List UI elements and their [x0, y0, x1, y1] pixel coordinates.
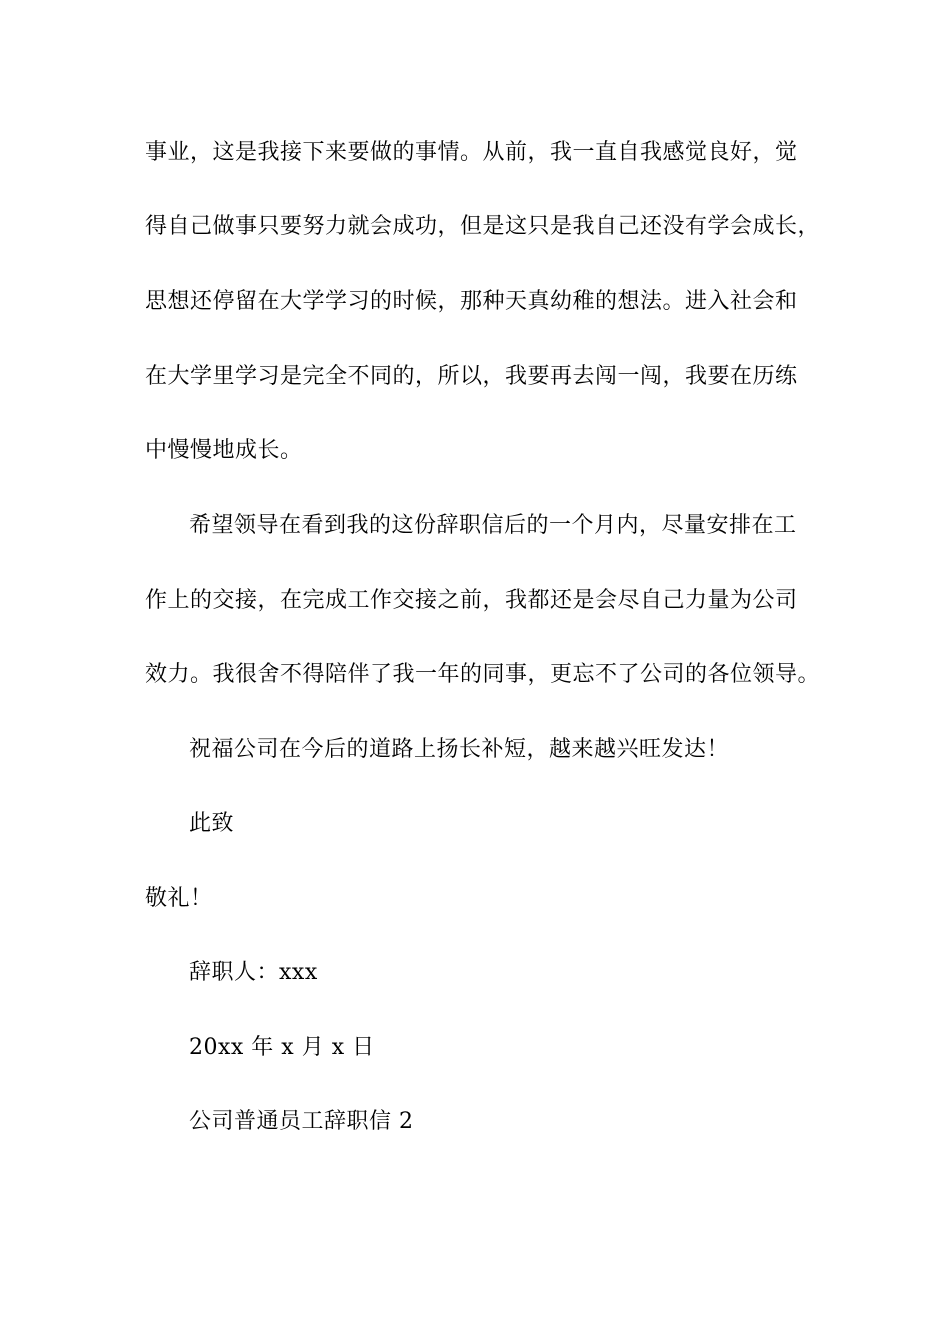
paragraph-line: 作上的交接，在完成工作交接之前，我都还是会尽自己力量为公司 [145, 588, 798, 613]
section-heading: 公司普通员工辞职信 2 [189, 1109, 414, 1134]
date-line: 20xx 年 x 月 x 日 [189, 1035, 375, 1060]
blessing-line: 祝福公司在今后的道路上扬长补短，越来越兴旺发达！ [189, 737, 730, 762]
paragraph-line: 事业，这是我接下来要做的事情。从前，我一直自我感觉良好，觉 [145, 140, 798, 165]
paragraph-line: 希望领导在看到我的这份辞职信后的一个月内，尽量安排在工 [189, 513, 797, 538]
paragraph-line: 思想还停留在大学学习的时候，那种天真幼稚的想法。进入社会和 [145, 289, 798, 314]
paragraph-line: 效力。我很舍不得陪伴了我一年的同事，更忘不了公司的各位领导。 [145, 662, 821, 687]
paragraph-line: 中慢慢地成长。 [145, 438, 303, 463]
paragraph-line: 得自己做事只要努力就会成功，但是这只是我自己还没有学会成长， [145, 214, 821, 239]
paragraph-line: 在大学里学习是完全不同的，所以，我要再去闯一闯，我要在历练 [145, 364, 798, 389]
signature-line: 辞职人：xxx [189, 960, 318, 985]
closing-regards: 敬礼！ [145, 886, 213, 911]
closing-salutation: 此致 [189, 811, 235, 836]
